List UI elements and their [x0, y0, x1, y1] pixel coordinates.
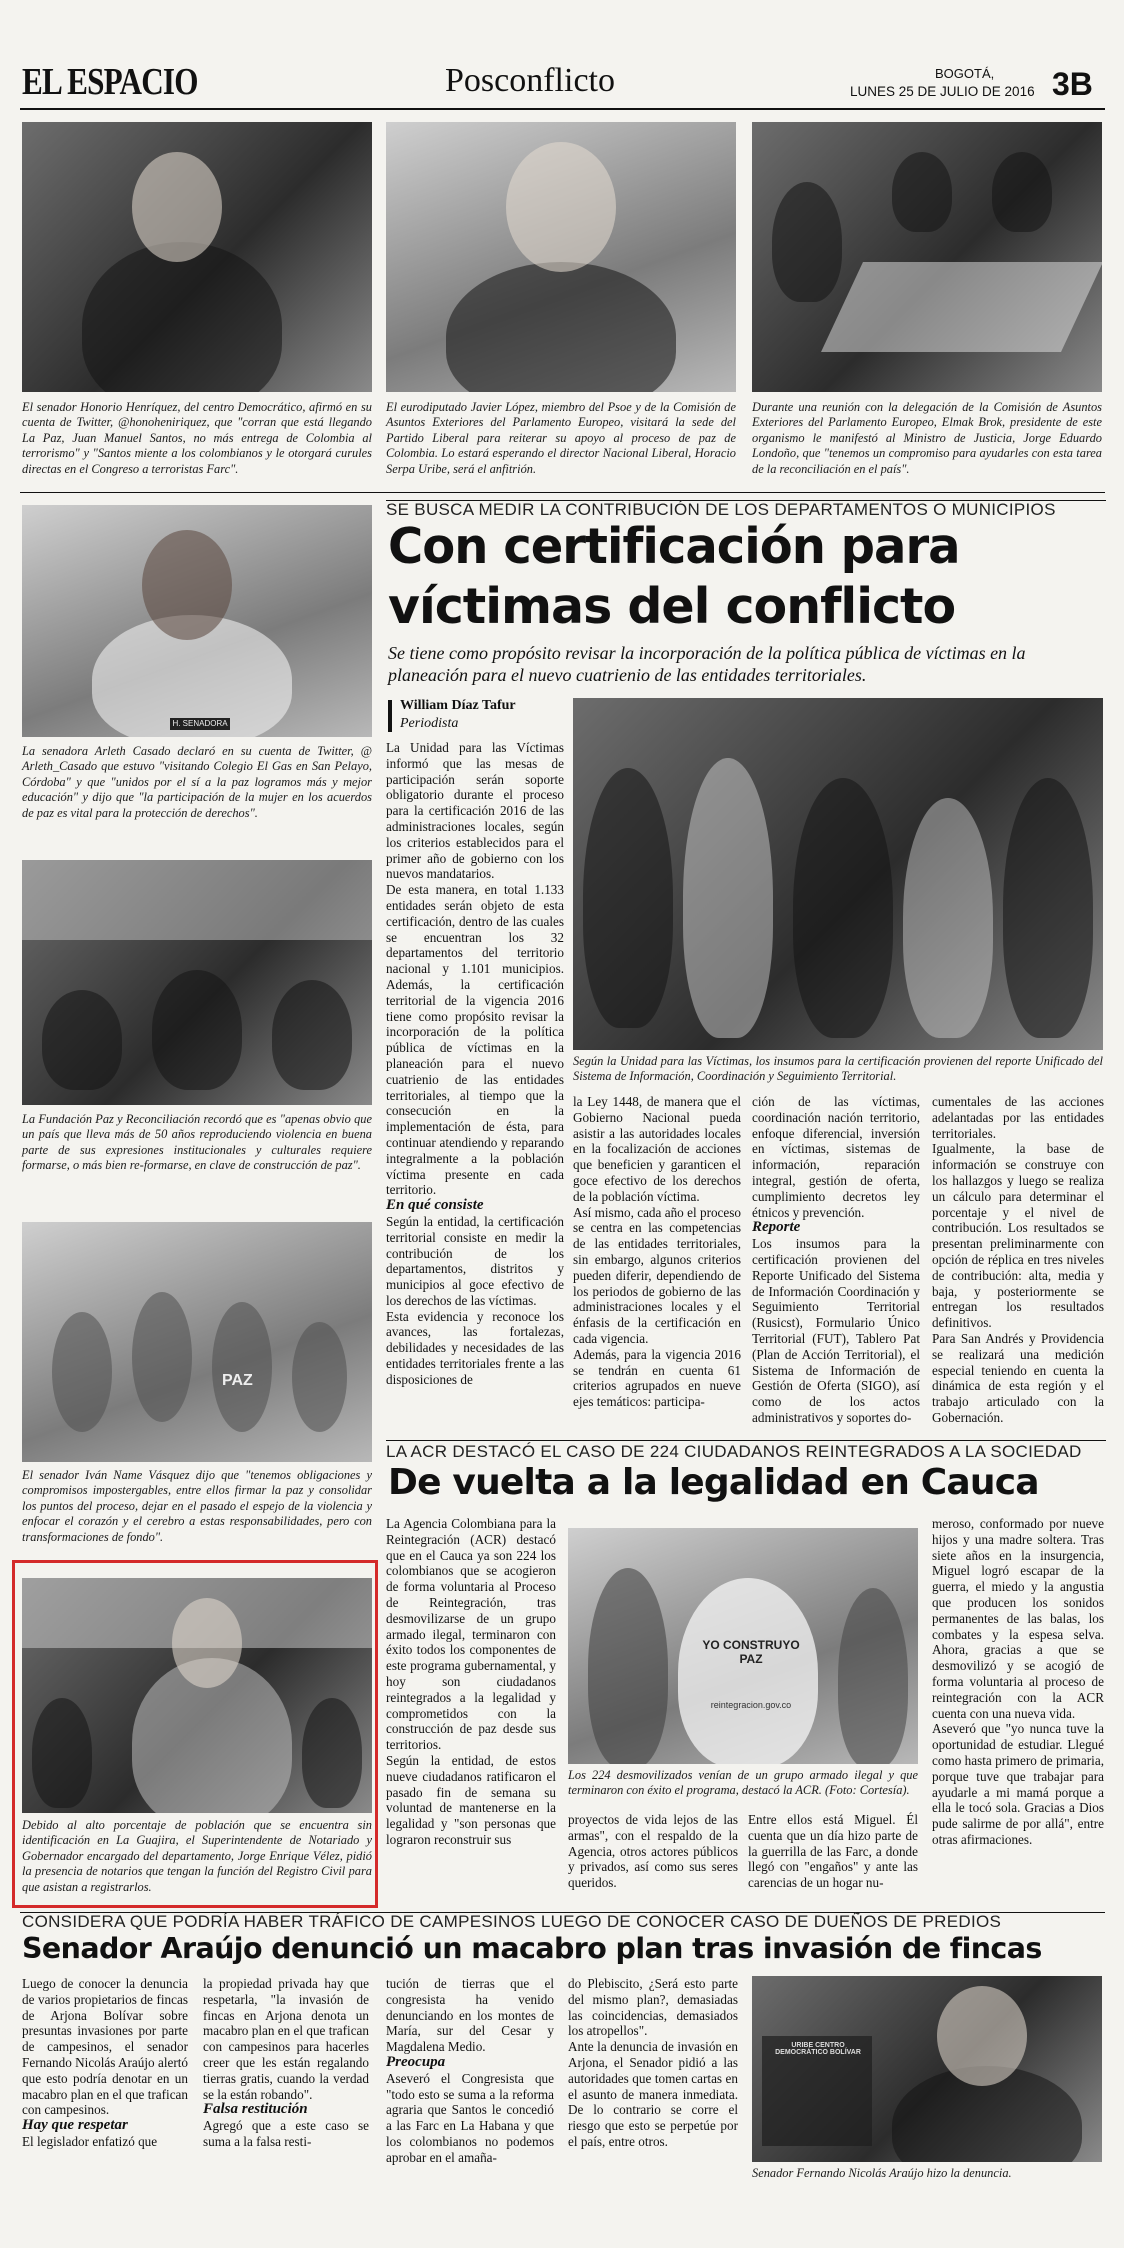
- article1-col1: [386, 740, 564, 1388]
- article1-subhead-consiste: En qué consiste: [386, 1197, 484, 1214]
- article1-kicker: SE BUSCA MEDIR LA CONTRIBUCIÓN DE LOS DEPARTAMENTOS O MUNICIPIOS: [386, 500, 1056, 519]
- article2-col1: [386, 1516, 556, 1848]
- article2-col4: [932, 1516, 1104, 1848]
- hand-sign-paz: PAZ: [222, 1372, 253, 1389]
- caption-name: El senador Iván Name Vásquez dijo que "tenemos obligaciones y compromisos impostergables, entre ellos firmar la paz y consolidar los puntos del proceso, dejar en el pasado el espejo de la violencia y enfocar el corazón y el cerebro a estas responsabilidades, pero con transformaciones de fondo".: [22, 1468, 372, 1544]
- page-number: 3B: [1052, 66, 1093, 102]
- article2-col4-p2: Aseveró que "yo nunca tuve la oportunidad de estudiar. Llegué como hasta primero de primaria, porque tuve que trabajar para ayudarle a mi mamá porque a ella le tocó sola. Gracias a Dios pude salirme de por allá", entre otras afirmaciones.: [932, 1721, 1104, 1847]
- article1-col1-p2: De esta manera, en total 1.133 entidades serán objeto de esta certificación, dentro de las cuales se encuentran los 32 departamentos del territorio nacional y 1.101 municipios. Además, la certificación territorial de la vigencia 2016 tiene como propósito revisar la incorporación de la política pública de víctimas en la planeación para el nuevo cuatrienio de las entidades territoriales, al tiempo que la consecución en la implementación de ésta, para continuar atendiendo y reparando integralmente a la población víctima presente en cada territorio.: [386, 882, 564, 1198]
- article3-headline: Senador Araújo denunció un macabro plan tras invasión de fincas: [22, 1932, 1042, 1965]
- photo-lopez: [386, 122, 736, 392]
- caption-reunion: Durante una reunión con la delegación de la Comisión de Asuntos Exteriores del Parlamento Europeo, Elmak Brok, presidente de este organismo le manifestó al Ministro de Justicia, Jorge Eduardo Londoño, que "tenemos un compromiso para ayudarles con esta tarea de la reconciliación en el país".: [752, 400, 1102, 476]
- article1-col4-p3: Para San Andrés y Providencia se realizará una medición especial teniendo en cuenta la dinámica de esta región y el trabajo articulado con la Gobernación.: [932, 1330, 1104, 1425]
- article2-col1-p1: La Agencia Colombiana para la Reintegración (ACR) destacó que en el Cauca ya son 224 los colombianos que se acogieron de forma voluntaria al Proceso de Reintegración, tras desmovilizarse de un grupo armado ilegal, terminaron con éxito todos los componentes de este programa gubernamental, y hoy son ciudadanos reintegrados a la legalidad y comprometidos con la construcción de paz desde sus territorios.: [386, 1516, 556, 1753]
- caption-cauca: Los 224 desmovilizados venían de un grupo armado ilegal y que terminaron con éxito el programa, destacó la ACR. (Foto: Cortesía).: [568, 1768, 918, 1798]
- article1-col2-p3: Además, para la vigencia 2016 se tendrán en cuenta 61 criterios agrupados en nueve ejes temáticos: participa-: [573, 1346, 741, 1410]
- article1-col4: [932, 1094, 1104, 1426]
- photo-guajira: [22, 1578, 372, 1813]
- banner-text: URIBE CENTRO DEMOCRÁTICO BOLÍVAR: [775, 2042, 861, 2056]
- article1-col2: [573, 1094, 741, 1410]
- photo-araujo: [752, 1976, 1102, 2162]
- photo-victimas-audience: [573, 698, 1103, 1050]
- nameplate-label: H. SENADORA: [170, 718, 230, 730]
- article1-col4-p2: Igualmente, la base de información se construye con los hallazgos y luego se realiza un cálculo para determinar el porcentaje y el nivel de contribución. Los resultados se presentan preliminarmente con opción de réplica en tres niveles de contribución: alta, media y baja, y posteriormente se entregan los resultados definitivos.: [932, 1141, 1104, 1331]
- article1-headline-line1: Con certificación para: [388, 518, 960, 575]
- caption-guajira: Debido al alto porcentaje de población que se encuentra sin identificación en La Guajira, el Superintendente de Notariado y Gobernador encargado del departamento, Jorge Enrique Vélez, pidió la presencia de notarios que tengan la función del Registro Civil para que asistan a registrarlos.: [22, 1818, 372, 1894]
- article3-col3: [386, 1976, 554, 2166]
- photo-cauca: [568, 1528, 918, 1764]
- photo-fundacion: [22, 860, 372, 1105]
- article1-col2-p2: Así mismo, cada año el proceso se centra en las competencias de las entidades territoriales, sin embargo, algunos criterios pueden diferir, dependiendo de los periodos de gobierno de las administraciones locales y el énfasis de la certificación en cada vigencia.: [573, 1204, 741, 1346]
- photo-casado: [22, 505, 372, 737]
- article3-col3-p1: tución de tierras que el congresista ha venido denunciando en los montes de María, sur del Cesar y Magdalena Medio.: [386, 1976, 554, 2055]
- article1-col1-p3: Según la entidad, la certificación territorial consiste en medir la contribución de los departamentos, distritos y municipios al goce efectivo de los derechos de las víctimas.: [386, 1213, 564, 1308]
- section-title: Posconflicto: [445, 62, 615, 99]
- article1-col2-p1: la Ley 1448, de manera que el Gobierno Nacional pueda asistir a las autoridades locales en la focalización de acciones que beneficien y garanticen el goce efectivo de los derechos de la población víctima.: [573, 1094, 741, 1204]
- byline-mark: [388, 700, 392, 732]
- article1-deck: Se tiene como propósito revisar la incorporación de la política pública de víctimas en la planeación para el nuevo cuatrienio de las entidades territoriales.: [388, 643, 1026, 685]
- article3-col2-p1: la propiedad privada hay que respetarla, "la invasión de fincas en Arjona denota un macabro plan en el que trafican con campesinos para hacerles creer que les están regalando tierras gratis, cuando la verdad se la están robando".: [203, 1976, 369, 2102]
- article3-col1-p1: Luego de conocer la denuncia de varios propietarios de fincas de Arjona Bolívar sobre presuntas invasiones por parte de campesinos, el senador Fernando Nicolás Araújo alertó que esto podría denotar en un macabro plan en el que trafican con campesinos.: [22, 1976, 188, 2118]
- top-section-rule: [20, 492, 1105, 493]
- photo-name-hands: [22, 1222, 372, 1462]
- article1-col3-p2: Los insumos para la certificación provienen del Reporte Unificado del Sistema de Información Coordinación y Seguimiento Territorial (Rusicst), Formulario Único Territorial (FUT), Tablero Pat (Plan de Acción Territorial), el Sistema de Información de Gestión de Oferta (SIGO), así como de los actos administrativos y soportes do-: [752, 1236, 920, 1425]
- article3-col2: [203, 1976, 369, 2150]
- article2-kicker: LA ACR DESTACÓ EL CASO DE 224 CIUDADANOS REINTEGRADOS A LA SOCIEDAD: [386, 1442, 1082, 1461]
- photo-henriquez: [22, 122, 372, 392]
- article2-top-rule: [386, 1440, 1106, 1441]
- article2-col1-p2: Según la entidad, de estos nueve ciudadanos ratificaron el pasado fin de semana su voluntad de mantenerse en la legalidad y "son personas que lograron reconstruir sus: [386, 1752, 556, 1847]
- caption-araujo: Senador Fernando Nicolás Araújo hizo la denuncia.: [752, 2166, 1012, 2180]
- masthead: EL ESPACIO: [22, 61, 198, 103]
- article1-headline-line2: víctimas del conflicto: [388, 578, 956, 635]
- caption-casado: La senadora Arleth Casado declaró en su cuenta de Twitter, @ Arleth_Casado que estuvo "visitando Colegio El Gas en San Pelayo, Córdoba" y que "unidos por el sí a la paz logramos más y mejor educación" y dijo que "la participación de la mujer en los acuerdos de paz es vital para la protección de derechos".: [22, 744, 372, 820]
- article1-col1-p4: Esta evidencia y reconoce los avances, las fortalezas, debilidades y necesidades de las entidades territoriales frente a las disposiciones de: [386, 1308, 564, 1387]
- article1-subhead-reporte: Reporte: [752, 1219, 801, 1236]
- byline-role: Periodista: [400, 716, 459, 731]
- article1-col4-p1: cumentales de las acciones adelantadas por las entidades territoriales.: [932, 1094, 1104, 1141]
- caption-henriquez: El senador Honorio Henríquez, del centro Democrático, afirmó en su cuenta de Twitter, @honoheniriquez, que "corran que está llegando La Paz, Juan Manuel Santos, no más entrega de Colombia al terrorismo" y "Santos miente a los colombianos y le otorgará curules directas en el Congreso a terroristas Farc".: [22, 400, 372, 476]
- article2-col2-p1: proyectos de vida lejos de las armas", con el respaldo de la Agencia, otros actores públicos y privados, así como sus seres queridos.: [568, 1812, 738, 1891]
- caption-lopez: El eurodiputado Javier López, miembro del Psoe y de la Comisión de Asuntos Exteriores del Parlamento Europeo, visitará la sede del Partido Liberal para reiterar su apoyo al proceso de paz de Colombia. Lo estará esperando el director Nacional Liberal, Horacio Serpa Uribe, será el anfitrión.: [386, 400, 736, 476]
- article2-col3-p1: Entre ellos está Miguel. Él cuenta que un día hizo parte de la guerrilla de las Farc, a donde llegó con "engaños" y ante las carencias de un hogar nu-: [748, 1812, 918, 1891]
- article3-kicker: CONSIDERA QUE PODRÍA HABER TRÁFICO DE CAMPESINOS LUEGO DE CONOCER CASO DE DUEÑOS DE PREDIOS: [22, 1912, 1002, 1931]
- article3-col2-p2: Agregó que a este caso se suma a la falsa resti-: [203, 2118, 369, 2149]
- photo-reunion: [752, 122, 1102, 392]
- article3-subhead-restitucion: Falsa restitución: [203, 2101, 308, 2118]
- article3-subhead-respetar: Hay que respetar: [22, 2117, 128, 2134]
- header-date: LUNES 25 DE JULIO DE 2016: [850, 84, 1035, 99]
- byline-name: William Díaz Tafur: [400, 698, 516, 713]
- shirt-slogan: YO CONSTRUYO PAZ: [702, 1638, 800, 1666]
- header-rule: [20, 108, 1105, 110]
- article2-col3: [748, 1812, 918, 1891]
- article2-headline: De vuelta a la legalidad en Cauca: [388, 1462, 1039, 1503]
- caption-fundacion: La Fundación Paz y Reconciliación recordó que es "apenas obvio que un país que lleva más de 50 años reproduciendo violencia en buena parte de sus expresiones institucionales y culturales requiere formarse, o más bien re-formarse, en clave de construcción de paz".: [22, 1112, 372, 1173]
- article3-col1: [22, 1976, 188, 2150]
- article2-col2: [568, 1812, 738, 1891]
- article3-col1-p2: El legislador enfatizó que: [22, 2133, 158, 2149]
- article2-col4-p1: meroso, conformado por nueve hijos y una madre soltera. Tras siete años en la insurgencia, Miguel logró escapar de la guerra, el miedo y la angustia que producen los sonidos permanentes de las balas, los combates y la espesa selva. Ahora, gracias a que se desmovilizó y se acogió de forma voluntaria al proceso de reintegración con la ACR cuenta con una nueva vida.: [932, 1516, 1104, 1721]
- shirt-url: reintegracion.gov.co: [710, 1700, 792, 1710]
- header-city: BOGOTÁ,: [935, 66, 995, 81]
- caption-victimas: Según la Unidad para las Víctimas, los insumos para la certificación provienen del reporte Unificado del Sistema de Información, Coordinación y Seguimiento Territorial.: [573, 1054, 1103, 1084]
- article1-col3-p1: ción de las víctimas, coordinación nación territorio, enfoque diferencial, inversión en víctimas, sistemas de información, reparación integral, gestión de oferta, cumplimiento decretos ley étnicos y prevención.: [752, 1094, 920, 1220]
- article3-col4-p1: do Plebiscito, ¿Será esto parte del mismo plan?, demasiadas las coincidencias, demasiados los atropellos".: [568, 1976, 738, 2039]
- article3-col4-p2: Ante la denuncia de invasión en Arjona, el Senador pidió a las autoridades que tomen cartas en el asunto de manera inmediata. De lo contrario se corre el riesgo que esto se perpetúe por el país, entre otros.: [568, 2039, 738, 2149]
- article3-subhead-preocupa: Preocupa: [386, 2053, 446, 2070]
- article1-col1-p1: La Unidad para las Víctimas informó que las mesas de participación serán soporte obligatorio durante el proceso para la certificación 2016 de las administraciones locales, según los criterios establecidos para el primer año de gobierno con los nuevos mandatarios.: [386, 740, 564, 882]
- article3-col3-p2: Aseveró el Congresista que "todo esto se suma a la reforma agraria que Santos le concedió a las Farc en La Habana y que los colombianos no podemos aprobar en el amaña-: [386, 2070, 554, 2165]
- article1-col3: [752, 1094, 920, 1426]
- article3-col4: [568, 1976, 738, 2150]
